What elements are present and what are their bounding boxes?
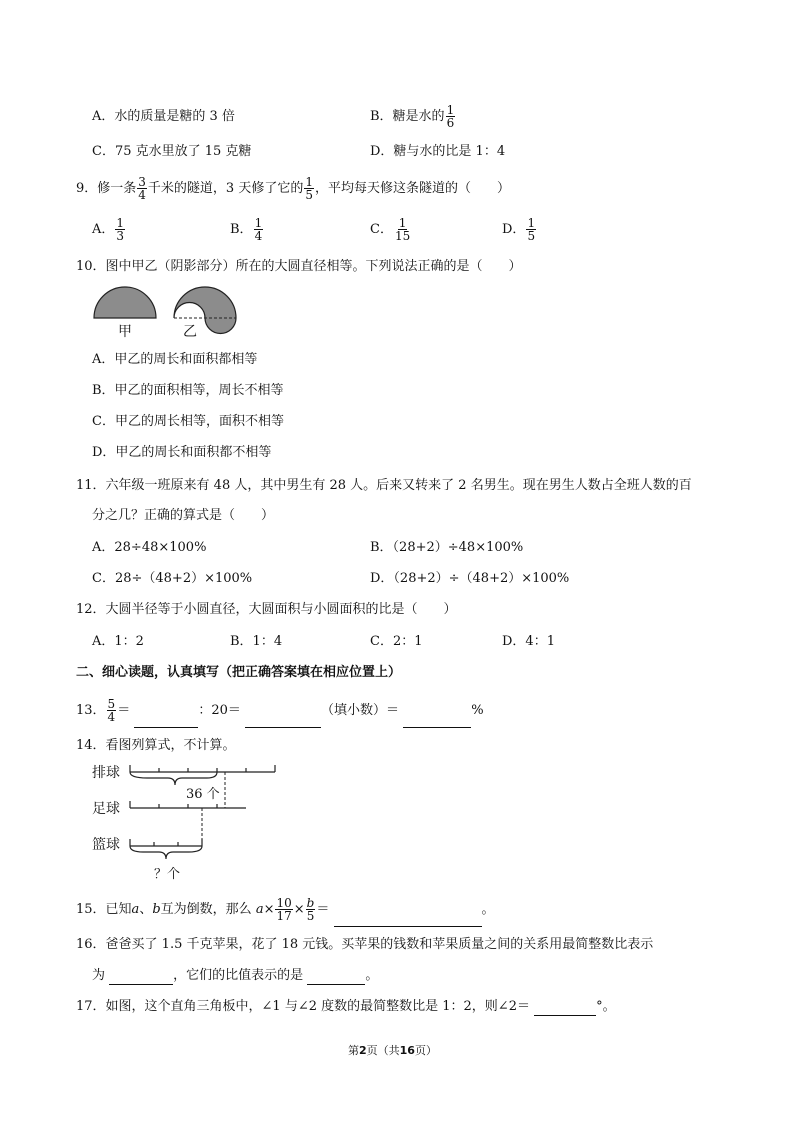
q13-percent: % (471, 703, 484, 718)
q10-option-a: A．甲乙的周长和面积都相等 (92, 352, 258, 367)
q16-blank-1[interactable] (109, 970, 173, 985)
q15-expr-a: a (255, 902, 264, 917)
fraction-numerator: 10 (276, 896, 292, 910)
option-fraction (394, 217, 411, 242)
option-fraction (254, 217, 264, 242)
fraction-denominator: 15 (394, 229, 411, 243)
option-label: A． (92, 222, 115, 237)
q8-option-b-text: B．糖是水的 (370, 109, 445, 124)
jia-semicircle-shape (94, 287, 156, 318)
q14-stem: 14．看图列算式，不计算。 (76, 738, 236, 753)
q10-option-d: D．甲乙的周长和面积都不相等 (92, 445, 272, 460)
q8-option-b-fraction (446, 104, 456, 129)
q9-fraction-1 (137, 176, 147, 201)
q8-option-c: C．75 克水里放了 15 克糖 (92, 144, 252, 159)
q15-pre: 15．已知 (76, 902, 132, 917)
footer-post: 页） (414, 1044, 437, 1057)
fraction-numerator: 1 (254, 216, 263, 230)
section-2-heading: 二、细心读题，认真填写（把正确答案填在相应位置上） (76, 665, 402, 680)
q17-stem (76, 998, 616, 1016)
q12-option-a: A．1：2 (92, 634, 144, 649)
q13-colon-20: ：20＝ (198, 703, 241, 718)
q16-blank-2[interactable] (307, 970, 365, 985)
q11-stem-line-2: 分之几？正确的算式是（ ） (92, 508, 275, 523)
q16-stem-line-2 (92, 967, 378, 985)
q15-var-b: b (152, 902, 161, 917)
fraction-numerator: 1 (398, 216, 407, 230)
q14-label-volleyball: 排球 (92, 765, 120, 781)
fraction-denominator: 5 (306, 909, 315, 923)
footer-pre: 第 (348, 1044, 359, 1057)
q15-blank[interactable] (334, 912, 482, 927)
q15-times-2: × (293, 902, 305, 917)
fraction-numerator: b (306, 896, 315, 910)
fraction-numerator: 1 (446, 103, 455, 117)
fraction-numerator: 3 (138, 175, 146, 189)
q16-end: 。 (365, 968, 379, 983)
q15-mid: 互为倒数，那么 (160, 902, 252, 917)
q9-option-a (92, 213, 126, 247)
q16-pre: 为 (92, 968, 106, 983)
q15-fraction-1 (275, 897, 292, 922)
q10-figure (90, 282, 250, 348)
q15-stem (76, 893, 495, 927)
fraction-numerator: 5 (107, 697, 116, 711)
q10-stem: 10．图中甲乙（阴影部分）所在的大圆直径相等。下列说法正确的是（ ） (76, 259, 522, 274)
q17-end: 。 (602, 999, 616, 1014)
q11-option-a: A．28÷48×100% (92, 540, 207, 555)
q9-option-c (370, 213, 412, 247)
q13-equals: ＝ (117, 703, 131, 718)
q9-fraction-2 (304, 176, 314, 201)
q15-var-a: a (131, 902, 140, 917)
q15-equals: ＝ (316, 902, 330, 917)
fraction-numerator: 1 (305, 175, 313, 189)
q13-stem (76, 694, 484, 728)
q14-unknown-label: ？个 (154, 867, 181, 882)
q15-times-1: × (263, 902, 275, 917)
q16-stem-line-1: 16．爸爸买了 1.5 千克苹果，花了 18 元钱。买苹果的钱数和苹果质量之间的关系用最简整数比表示 (76, 937, 654, 952)
q8-option-a: A．水的质量是糖的 3 倍 (92, 109, 235, 124)
q12-stem: 12．大圆半径等于小圆直径，大圆面积与小圆面积的比是（ ） (76, 602, 457, 617)
q9-stem-mid: 千米的隧道，3 天修了它的 (147, 181, 304, 196)
option-label: C． (370, 222, 393, 237)
q15-end: 。 (481, 902, 495, 917)
q12-option-d: D．4：1 (502, 634, 555, 649)
q14-segment-diagram (125, 758, 285, 862)
footer-total-pages: 16 (399, 1044, 415, 1057)
q10-label-yi: 乙 (183, 324, 197, 340)
q13-fill-decimal: （填小数）＝ (321, 703, 400, 718)
fraction-denominator: 4 (107, 710, 116, 724)
q11-option-d: D．（28+2）÷（48+2）×100% (370, 571, 570, 586)
option-label: B． (230, 222, 253, 237)
q17-degree: ° (596, 999, 603, 1014)
q11-option-b: B．（28+2）÷48×100% (370, 540, 524, 555)
page-footer (348, 1042, 437, 1060)
q10-option-c: C．甲乙的周长相等，面积不相等 (92, 414, 284, 429)
q13-fraction (107, 698, 117, 723)
q17-pre: 17．如图，这个直角三角板中，∠1 与∠2 度数的最简整数比是 1：2，则∠2＝ (76, 999, 530, 1014)
q9-stem-post: ，平均每天修这条隧道的（ ） (314, 181, 510, 196)
q8-option-b (370, 100, 456, 134)
fraction-denominator: 6 (446, 116, 455, 130)
q10-label-jia: 甲 (118, 324, 132, 340)
fraction-denominator: 5 (305, 188, 313, 202)
q9-stem-pre: 9．修一条 (76, 181, 137, 196)
basketball-bar (130, 839, 202, 859)
q10-option-b: B．甲乙的面积相等，周长不相等 (92, 383, 284, 398)
q17-blank[interactable] (534, 1001, 596, 1016)
q9-stem (76, 172, 510, 206)
fraction-numerator: 1 (116, 216, 125, 230)
fraction-denominator: 17 (276, 909, 292, 923)
q12-option-b: B．1：4 (230, 634, 283, 649)
q8-option-d: D．糖与水的比是 1：4 (370, 144, 506, 159)
fraction-denominator: 4 (138, 188, 146, 202)
q9-option-d (502, 213, 537, 247)
q12-option-c: C．2：1 (370, 634, 423, 649)
q16-mid: ，它们的比值表示的是 (173, 968, 304, 983)
fraction-denominator: 3 (116, 229, 125, 243)
option-label: D． (502, 222, 526, 237)
q11-stem-line-1: 11．六年级一班原来有 48 人，其中男生有 28 人。后来又转来了 2 名男生。现在男生人数占全班人数的百 (76, 478, 692, 493)
fraction-numerator: 1 (527, 216, 536, 230)
option-fraction (115, 217, 125, 242)
q14-label-football: 足球 (92, 801, 120, 817)
q13-blank-3[interactable] (403, 713, 471, 728)
q13-blank-1[interactable] (134, 713, 198, 728)
q13-number: 13． (76, 703, 106, 718)
fraction-denominator: 5 (527, 229, 536, 243)
q13-blank-2[interactable] (245, 713, 321, 728)
q15-sep: 、 (139, 902, 153, 917)
footer-page-number: 2 (359, 1044, 367, 1057)
q15-fraction-2 (306, 897, 316, 922)
footer-mid: 页（共 (366, 1044, 400, 1057)
volleyball-bar (130, 765, 275, 785)
q11-option-c: C．28÷（48+2）×100% (92, 571, 253, 586)
option-fraction (526, 217, 536, 242)
q14-count-label: 36 个 (186, 787, 220, 802)
q14-label-basketball: 篮球 (92, 837, 120, 853)
fraction-denominator: 4 (254, 229, 263, 243)
q9-option-b (230, 213, 264, 247)
